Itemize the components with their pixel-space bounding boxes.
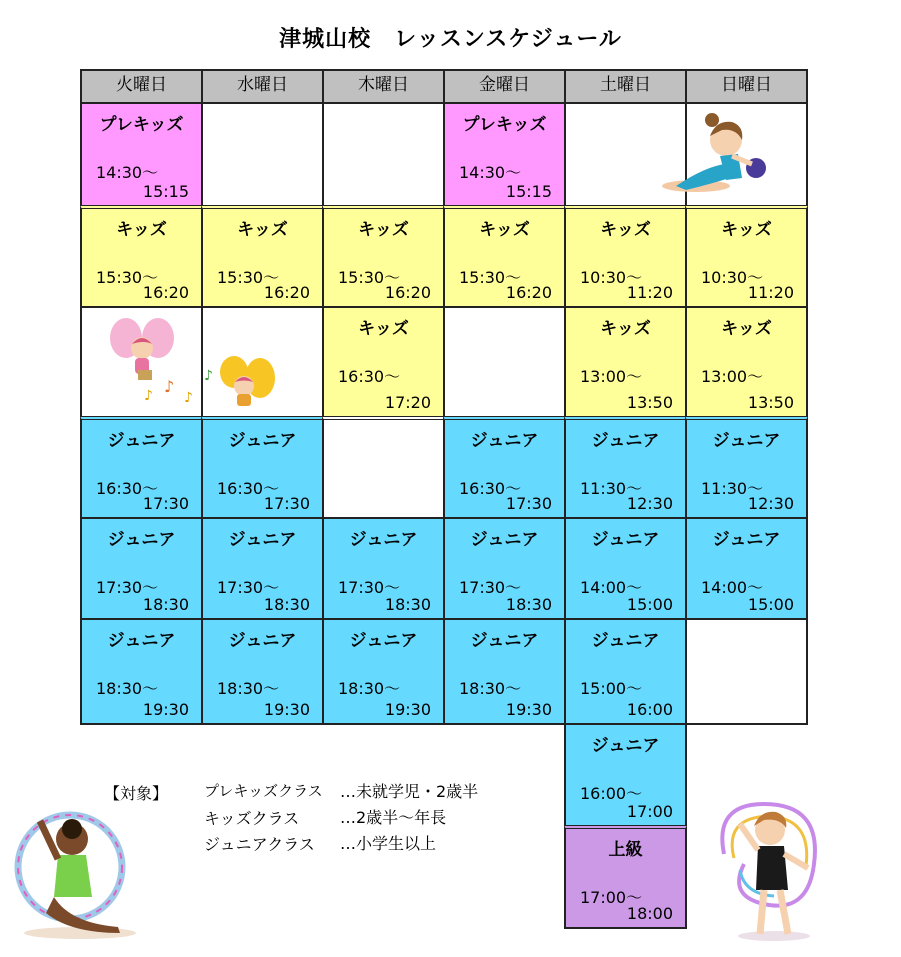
music-notes-icon [140,376,200,404]
end-time: 18:30 [263,595,310,614]
end-time: 16:20 [263,283,310,302]
empty-slot [201,102,324,207]
legend-heading: 【対象】 [104,784,169,803]
class-slot-fri [443,517,566,620]
gymnast-ribbon-illustration [704,784,840,944]
start-time: 17:30〜 [459,578,522,597]
class-name: キッズ [600,319,651,339]
end-time: 15:15 [505,182,552,201]
start-time: 18:30〜 [338,679,401,698]
class-name: プレキッズ [462,115,547,135]
class-name: ジュニア [470,631,539,651]
svg-text:♪: ♪ [164,377,175,396]
end-time: 16:00 [626,700,673,719]
class-slot-fri [443,102,566,207]
start-time: 15:30〜 [96,268,159,287]
class-slot-thu [322,517,445,620]
start-time: 17:30〜 [217,578,280,597]
class-name: ジュニア [107,431,176,451]
end-time: 12:30 [626,494,673,513]
start-time: 13:00〜 [701,367,764,386]
gymnast-hoop-illustration [10,793,148,943]
start-time: 14:00〜 [701,578,764,597]
class-name: ジュニア [349,631,418,651]
class-slot-sat-extra [564,825,687,929]
day-header-wed: 水曜日 [201,69,324,104]
class-name: ジュニア [228,530,297,550]
svg-text:♪: ♪ [184,390,193,404]
day-header-tue: 火曜日 [80,69,203,104]
legend-desc-junior: …小学生以上 [340,834,437,853]
start-time: 14:30〜 [96,163,159,182]
day-header-thu: 木曜日 [322,69,445,104]
class-slot-thu [322,205,445,308]
end-time: 13:50 [747,393,794,412]
class-name: キッズ [721,220,772,240]
start-time: 14:00〜 [580,578,643,597]
class-name: ジュニア [107,530,176,550]
start-time: 15:30〜 [217,268,280,287]
legend-desc-kids: …2歳半〜年長 [340,808,447,827]
class-name: ジュニア [107,631,176,651]
end-time: 17:20 [384,393,431,412]
class-slot-sat [564,306,687,418]
day-header-sun: 日曜日 [685,69,808,104]
class-name: ジュニア [591,736,660,756]
class-name: ジュニア [470,530,539,550]
class-slot-sat [564,517,687,620]
class-name: ジュニア [591,431,660,451]
class-name: プレキッズ [99,115,184,135]
start-time: 18:30〜 [217,679,280,698]
class-slot-sun [685,205,808,308]
svg-text:♪: ♪ [144,388,153,404]
class-slot-tue [80,205,203,308]
class-slot-sat [564,416,687,519]
end-time: 18:30 [142,595,189,614]
end-time: 19:30 [505,700,552,719]
class-name: 上級 [608,840,643,860]
class-slot-sun [685,306,808,418]
day-header-sat: 土曜日 [564,69,687,104]
class-slot-thu [322,618,445,725]
page-title: 津城山校 レッスンスケジュール [279,27,622,52]
class-name: ジュニア [591,631,660,651]
end-time: 16:20 [505,283,552,302]
class-name: キッズ [237,220,288,240]
class-slot-fri [443,416,566,519]
butterfly-fairy-yellow-illustration [204,352,278,412]
empty-slot [685,618,808,725]
class-slot-tue [80,416,203,519]
start-time: 16:30〜 [338,367,401,386]
start-time: 10:30〜 [701,268,764,287]
start-time: 15:30〜 [338,268,401,287]
start-time: 18:30〜 [96,679,159,698]
end-time: 15:15 [142,182,189,201]
class-name: ジュニア [228,631,297,651]
end-time: 13:50 [626,393,673,412]
legend-class-prekids: プレキッズクラス [204,782,323,800]
gymnast-ball-illustration [656,106,776,198]
legend-class-junior: ジュニアクラス [204,835,315,854]
class-slot-wed [201,618,324,725]
end-time: 19:30 [263,700,310,719]
class-name: キッズ [600,220,651,240]
end-time: 17:00 [626,802,673,821]
end-time: 12:30 [747,494,794,513]
class-slot-tue [80,618,203,725]
class-slot-sat-extra [564,723,687,827]
class-name: キッズ [358,319,409,339]
end-time: 16:20 [384,283,431,302]
day-header-fri: 金曜日 [443,69,566,104]
end-time: 17:30 [505,494,552,513]
end-time: 17:30 [142,494,189,513]
empty-slot [443,306,566,418]
start-time: 17:00〜 [580,888,643,907]
class-name: ジュニア [712,530,781,550]
start-time: 15:00〜 [580,679,643,698]
start-time: 11:30〜 [580,479,643,498]
end-time: 11:20 [747,283,794,302]
svg-text:♪: ♪ [204,368,213,384]
class-name: ジュニア [591,530,660,550]
class-name: ジュニア [349,530,418,550]
class-slot-sat [564,618,687,725]
start-time: 16:30〜 [459,479,522,498]
end-time: 15:00 [626,595,673,614]
legend-class-kids: キッズクラス [204,809,300,828]
start-time: 16:30〜 [217,479,280,498]
class-slot-fri [443,618,566,725]
empty-slot [322,416,445,519]
legend-desc-prekids: …未就学児・2歳半 [340,782,479,801]
end-time: 16:20 [142,283,189,302]
start-time: 13:00〜 [580,367,643,386]
end-time: 18:30 [384,595,431,614]
end-time: 15:00 [747,595,794,614]
class-name: キッズ [358,220,409,240]
class-name: キッズ [116,220,167,240]
start-time: 14:30〜 [459,163,522,182]
class-slot-sun [685,517,808,620]
class-slot-fri [443,205,566,308]
end-time: 11:20 [626,283,673,302]
class-name: ジュニア [712,431,781,451]
class-slot-sat [564,205,687,308]
end-time: 18:30 [505,595,552,614]
start-time: 17:30〜 [96,578,159,597]
end-time: 17:30 [263,494,310,513]
class-slot-wed [201,416,324,519]
start-time: 16:30〜 [96,479,159,498]
start-time: 18:30〜 [459,679,522,698]
end-time: 18:00 [626,904,673,923]
class-name: ジュニア [470,431,539,451]
end-time: 19:30 [142,700,189,719]
start-time: 17:30〜 [338,578,401,597]
class-name: キッズ [721,319,772,339]
class-slot-sun [685,416,808,519]
end-time: 19:30 [384,700,431,719]
class-name: キッズ [479,220,530,240]
class-name: ジュニア [228,431,297,451]
empty-slot [322,102,445,207]
start-time: 11:30〜 [701,479,764,498]
start-time: 16:00〜 [580,784,643,803]
class-slot-tue [80,517,203,620]
class-slot-tue [80,102,203,207]
class-slot-thu [322,306,445,418]
class-slot-wed [201,205,324,308]
start-time: 10:30〜 [580,268,643,287]
class-slot-wed [201,517,324,620]
start-time: 15:30〜 [459,268,522,287]
